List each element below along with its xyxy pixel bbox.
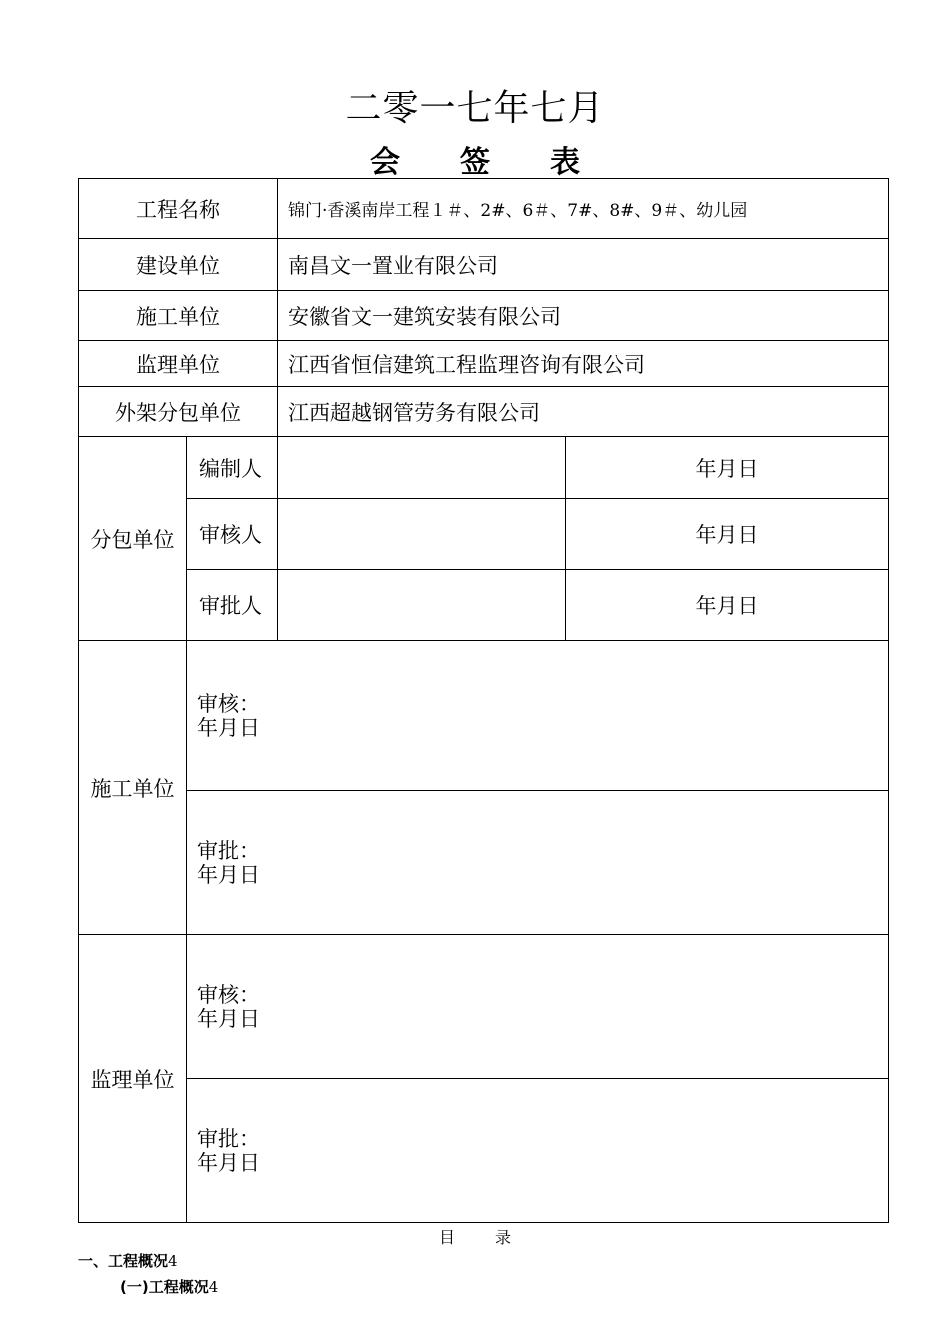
supervision-approve-row bbox=[79, 1079, 889, 1223]
project-name-value: 锦门·香溪南岸工程１＃、2#、6＃、7#、8#、9＃、幼儿园 bbox=[278, 179, 889, 239]
construction-review-cell[interactable] bbox=[187, 641, 889, 791]
toc-item-1[interactable] bbox=[78, 1250, 178, 1271]
info-row-supervisor bbox=[79, 341, 889, 387]
construction-review-label: 审核： bbox=[197, 691, 260, 716]
info-row-contractor bbox=[79, 291, 889, 341]
owner-label: 建设单位 bbox=[79, 239, 278, 291]
date-title: 二零一七年七月 bbox=[345, 88, 605, 129]
supervisor-label: 监理单位 bbox=[79, 341, 278, 387]
supervision-review-cell[interactable] bbox=[187, 935, 889, 1079]
supervision-review-row bbox=[79, 935, 889, 1079]
prepared-by-label: 编制人 bbox=[187, 437, 278, 499]
sign-sheet-title: 会签表 bbox=[370, 145, 640, 180]
sub-row-prepared bbox=[79, 437, 889, 499]
toc-title: 目录 bbox=[438, 1228, 551, 1247]
construction-approve-date: 年月日 bbox=[197, 862, 260, 887]
supervisor-value: 江西省恒信建筑工程监理咨询有限公司 bbox=[278, 341, 889, 387]
construction-review-date: 年月日 bbox=[197, 715, 260, 740]
info-row-project bbox=[79, 179, 889, 239]
project-name-label: 工程名称 bbox=[79, 179, 278, 239]
subcontract-label: 分包单位 bbox=[79, 437, 187, 641]
sub-row-reviewed bbox=[79, 499, 889, 570]
reviewed-by-signature[interactable] bbox=[278, 499, 566, 570]
toc-item-2[interactable] bbox=[120, 1276, 218, 1297]
prepared-by-signature[interactable] bbox=[278, 437, 566, 499]
sign-table bbox=[78, 178, 889, 1223]
reviewed-by-label: 审核人 bbox=[187, 499, 278, 570]
construction-review-row bbox=[79, 641, 889, 791]
sub-row-approved bbox=[79, 570, 889, 641]
supervision-review-date: 年月日 bbox=[197, 1006, 260, 1031]
reviewed-by-date: 年月日 bbox=[566, 499, 889, 570]
prepared-by-date: 年月日 bbox=[566, 437, 889, 499]
construction-label: 施工单位 bbox=[79, 641, 187, 935]
scaffold-sub-label: 外架分包单位 bbox=[79, 387, 278, 437]
supervision-approve-label: 审批： bbox=[197, 1126, 260, 1151]
construction-approve-cell[interactable] bbox=[187, 791, 889, 935]
approved-by-date: 年月日 bbox=[566, 570, 889, 641]
contractor-label: 施工单位 bbox=[79, 291, 278, 341]
contractor-value: 安徽省文一建筑安装有限公司 bbox=[278, 291, 889, 341]
approved-by-label: 审批人 bbox=[187, 570, 278, 641]
toc-item-1-text: 一、工程概况 bbox=[78, 1252, 169, 1270]
supervision-approve-date: 年月日 bbox=[197, 1150, 260, 1175]
toc-item-1-page: 4 bbox=[168, 1252, 178, 1270]
supervision-review-label: 审核： bbox=[197, 982, 260, 1007]
approved-by-signature[interactable] bbox=[278, 570, 566, 641]
construction-approve-row bbox=[79, 791, 889, 935]
toc-item-2-page: 4 bbox=[208, 1278, 219, 1296]
info-row-scaffold-sub bbox=[79, 387, 889, 437]
construction-approve-label: 审批： bbox=[197, 838, 260, 863]
toc-item-2-text: (一)工程概况 bbox=[120, 1278, 209, 1296]
supervision-label: 监理单位 bbox=[79, 935, 187, 1223]
supervision-approve-cell[interactable] bbox=[187, 1079, 889, 1223]
owner-value: 南昌文一置业有限公司 bbox=[278, 239, 889, 291]
scaffold-sub-value: 江西超越钢管劳务有限公司 bbox=[278, 387, 889, 437]
info-row-owner bbox=[79, 239, 889, 291]
